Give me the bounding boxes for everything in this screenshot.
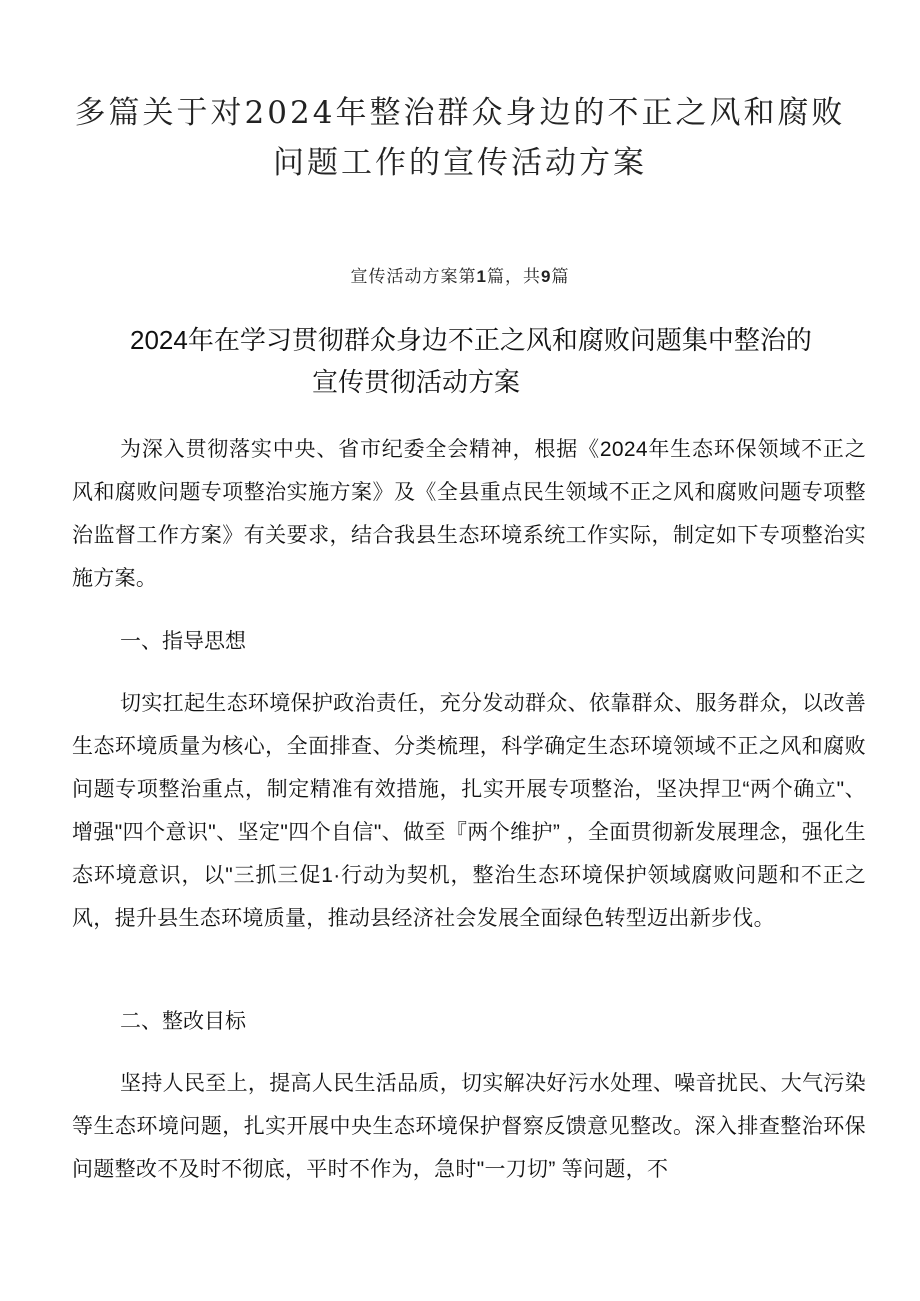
paragraph-guiding-ideology: 切实扛起生态环境保护政治责任，充分发动群众、依靠群众、服务群众，以改善生态环境质量为核心，全面排查、分类梳理，科学确定生态环境领域不正之风和腐败问题专项整治重点，制定精准有效措施，扎实开展专项整治，坚决捍卫“两个确立"、增强"四个意识"、坚定"四个自信"、做至『两个维护” ，全面贯彻新发展理念，强化生态环境意识，以"三抓三促1·行动为契机，整治生态环境保护领域腐败问题和不正之风，提升县生态环境质量，推动县经济社会发展全面绿色转型迈出新步伐。 — [72, 692, 866, 930]
subtitle-suffix: 篇 — [551, 267, 570, 287]
subtitle-page-number: 1 — [476, 267, 487, 286]
document-title-line-2: 问题工作的宣传活动方案 — [273, 145, 647, 181]
document-title-line-1: 多篇关于对2024年整治群众身边的不正之风和腐败 — [74, 95, 846, 131]
document-subtitle — [0, 262, 920, 287]
subtitle-page-total: 9 — [541, 267, 552, 286]
section-title-line-2: 宣传贯彻活动方案 — [312, 367, 521, 397]
subtitle-mid: 篇，共 — [487, 267, 541, 287]
heading-guiding-ideology: 一、指导思想 — [120, 630, 246, 653]
paragraph-intro: 为深入贯彻落实中央、省市纪委全会精神，根据《2024年生态环保领域不正之风和腐败问题专项整治实施方案》及《全县重点民生领域不正之风和腐败问题专项整治监督工作方案》有关要求，结合我县生态环境系统工作实际，制定如下专项整治实施方案。 — [72, 438, 866, 590]
heading-rectification-goals: 二、整改目标 — [120, 1010, 246, 1033]
paragraph-rectification-goals: 坚持人民至上，提高人民生活品质，切实解决好污水处理、噪音扰民、大气污染等生态环境问题，扎实开展中央生态环境保护督察反馈意见整改。深入排查整治环保问题整改不及时不彻底，平时不作为，急时"一刀切” 等问题，不 — [72, 1072, 866, 1181]
section-title-line-1: 2024年在学习贯彻群众身边不正之风和腐败问题集中整治的 — [130, 325, 812, 355]
subtitle-prefix: 宣传活动方案第 — [350, 267, 477, 287]
